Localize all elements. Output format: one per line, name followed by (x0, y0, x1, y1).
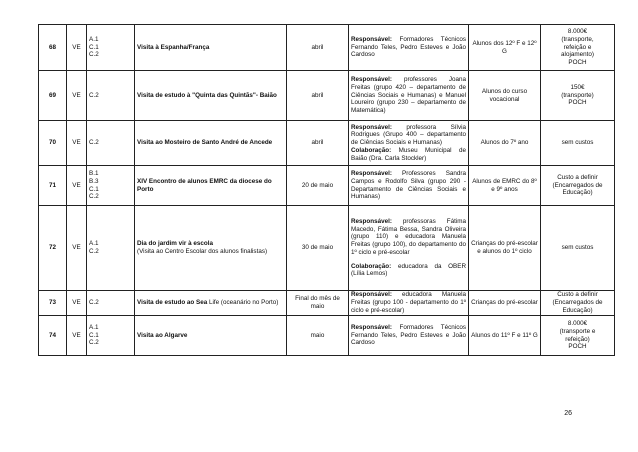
activity-number: 69 (39, 71, 67, 121)
activity-date: 20 de maio (287, 166, 349, 206)
objective-code: C.1 (89, 43, 99, 51)
responsible-cell (349, 121, 469, 166)
activity-title: Visita de estudo ao Sea (137, 299, 208, 307)
cost-line: alojamento) (561, 51, 594, 59)
cost-cell (541, 71, 615, 121)
objective-code: C.2 (89, 91, 99, 99)
activity-row (39, 121, 615, 166)
objectives-cell (87, 316, 135, 356)
responsible-text: professoras Fátima Macedo, Fátima Bessa, Sandra Oliveira (grupo 110) e educadora Manuela Freitas (grupo 100), do departamento do 1º ciclo e pré-escolar (351, 218, 466, 256)
cost-line: POCH (568, 99, 587, 107)
page-number: 26 (564, 410, 572, 417)
objective-code: A.1 (89, 240, 99, 248)
activity-number: 68 (39, 25, 67, 71)
cost-cell (541, 25, 615, 71)
objective-code: A.1 (89, 323, 99, 331)
collaboration-label: Colaboração: (351, 146, 392, 154)
activity-cell (135, 291, 287, 316)
activity-title: Visita ao Mosteiro de Santo André de Ancede (137, 139, 273, 147)
objective-code: B.1 (89, 170, 99, 178)
target-audience: Alunos do 7º ano (469, 121, 541, 166)
activity-number: 71 (39, 166, 67, 206)
collaboration-text: educadora da OBER (Lília Lemos) (351, 262, 467, 278)
responsible-cell (349, 25, 469, 71)
target-audience: Crianças do pré-escolar (469, 291, 541, 316)
cost-cell (541, 291, 615, 316)
collaboration-text: Museu Municipal de Baião (Dra. Carla Stockler) (351, 146, 466, 162)
activity-number: 70 (39, 121, 67, 166)
objectives-cell (87, 291, 135, 316)
activity-date: maio (287, 316, 349, 356)
objective-code: C.2 (89, 139, 99, 147)
activity-subtitle: Life (oceanário no Porto) (208, 299, 279, 307)
target-audience: Alunos do 11º F e 11º G (469, 316, 541, 356)
activity-type: VE (67, 316, 87, 356)
responsible-label: Responsável: (351, 123, 392, 131)
target-audience: Crianças do pré-escolar e alunos do 1º ciclo (469, 206, 541, 291)
activity-row (39, 166, 615, 206)
objective-code: C.1 (89, 331, 99, 339)
objectives-cell (87, 166, 135, 206)
cost-line: POCH (568, 59, 587, 66)
responsible-label: Responsável: (351, 291, 392, 299)
activity-number: 73 (39, 291, 67, 316)
activity-cell (135, 166, 287, 206)
activity-row (39, 206, 615, 291)
responsible-text: educadora Manuela Freitas (grupo 100 - departamento do 1º ciclo e pré-escolar) (351, 291, 466, 314)
activity-title: Visita de estudo à "Quinta das Quintãs"- Baião (137, 91, 277, 99)
activity-row (39, 316, 615, 356)
activity-date: 30 de maio (287, 206, 349, 291)
responsible-text: professores Joana Freitas (grupo 420 – departamento de Ciências Sociais e Humanas) e Manuel Loureiro (grupo 230 – departamento de Matemática) (351, 76, 467, 114)
activity-number: 74 (39, 316, 67, 356)
responsible-cell (349, 206, 469, 291)
objective-code: C.2 (89, 193, 99, 201)
target-audience: Alunos do curso vocacional (469, 71, 541, 121)
cost-line: sem custos (561, 139, 594, 147)
activity-type: VE (67, 206, 87, 291)
activity-date: Final do mês de maio (287, 291, 349, 316)
cost-line: (Encarregados de (552, 181, 603, 189)
cost-line: 8.000€ (567, 28, 588, 36)
cost-line: Custo a definir (557, 291, 598, 299)
activity-title: Visita ao Algarve (137, 331, 188, 339)
objective-code: C.2 (89, 339, 99, 347)
activity-subtitle: (Visita ao Centro Escolar dos alunos finalistas) (137, 248, 268, 255)
activity-number: 72 (39, 206, 67, 291)
cost-cell (541, 166, 615, 206)
responsible-text: Formadores Técnicos Fernando Teles, Pedro Esteves e João Cardoso (351, 35, 467, 59)
activity-cell (135, 206, 287, 291)
cost-line: Educação) (562, 189, 593, 197)
cost-line: (transporte, (561, 35, 594, 43)
cost-line: POCH (568, 343, 587, 351)
objective-code: C.2 (89, 299, 99, 307)
collaboration-label: Colaboração: (351, 262, 392, 270)
activity-date: abril (287, 71, 349, 121)
objectives-cell (87, 206, 135, 291)
responsible-label: Responsável: (351, 170, 392, 178)
activity-cell (135, 25, 287, 71)
responsible-text: Professores Sandra Campos e Rodolfo Silva (grupo 290 - Departamento de Ciências Sociais e Humanas) (351, 170, 467, 201)
responsible-cell (349, 291, 469, 316)
objective-code: A.1 (89, 35, 99, 43)
activity-row (39, 71, 615, 121)
cost-line: (transporte e (559, 327, 596, 335)
activity-cell (135, 71, 287, 121)
objectives-cell (87, 121, 135, 166)
cost-line: (Encarregados de (552, 299, 603, 307)
cost-line: 150€ (570, 83, 585, 91)
activity-title: Dia do jardim vir à escola (137, 240, 213, 248)
responsible-cell (349, 316, 469, 356)
cost-line: Educação) (562, 306, 593, 314)
activities-table (38, 24, 615, 356)
objective-code: C.1 (89, 185, 99, 193)
activity-type: VE (67, 166, 87, 206)
cost-line: (transporte) (561, 91, 594, 99)
responsible-label: Responsável: (351, 35, 392, 43)
activity-title: Visita à Espanha/França (137, 43, 210, 51)
responsible-text: Formadores Técnicos Fernando Teles, Pedro Esteves e João Cardoso (351, 323, 467, 347)
activity-date: abril (287, 121, 349, 166)
cost-line: refeição e (563, 43, 592, 51)
responsible-label: Responsável: (351, 218, 392, 226)
responsible-cell (349, 71, 469, 121)
cost-cell (541, 206, 615, 291)
target-audience: Alunos dos 12º F e 12º G (469, 25, 541, 71)
responsible-text: professora Sílvia Rodrigues (Grupo 400 – departamento de Ciências Sociais e Humanas) (351, 123, 466, 147)
activity-date: abril (287, 25, 349, 71)
cost-line: 8.000€ (567, 320, 588, 328)
activities-body (39, 25, 615, 356)
cost-line: refeição) (565, 335, 590, 343)
responsible-label: Responsável: (351, 76, 392, 84)
target-audience: Alunos de EMRC do 8º e 9º anos (469, 166, 541, 206)
objective-code: C.2 (89, 51, 99, 59)
cost-line: Custo a definir (557, 173, 598, 181)
cost-line: sem custos (561, 244, 594, 252)
objectives-cell (87, 71, 135, 121)
activity-type: VE (67, 291, 87, 316)
objectives-cell (87, 25, 135, 71)
objective-code: B.3 (89, 177, 99, 185)
activity-row (39, 25, 615, 71)
objective-code: C.2 (89, 248, 99, 255)
activity-type: VE (67, 121, 87, 166)
responsible-label: Responsável: (351, 323, 392, 331)
activity-cell (135, 316, 287, 356)
activity-type: VE (67, 25, 87, 71)
responsible-cell (349, 166, 469, 206)
cost-cell (541, 316, 615, 356)
activity-title: XIV Encontro de alunos EMRC da diocese do Porto (137, 177, 272, 193)
activity-row (39, 291, 615, 316)
activity-type: VE (67, 71, 87, 121)
activity-cell (135, 121, 287, 166)
cost-cell (541, 121, 615, 166)
